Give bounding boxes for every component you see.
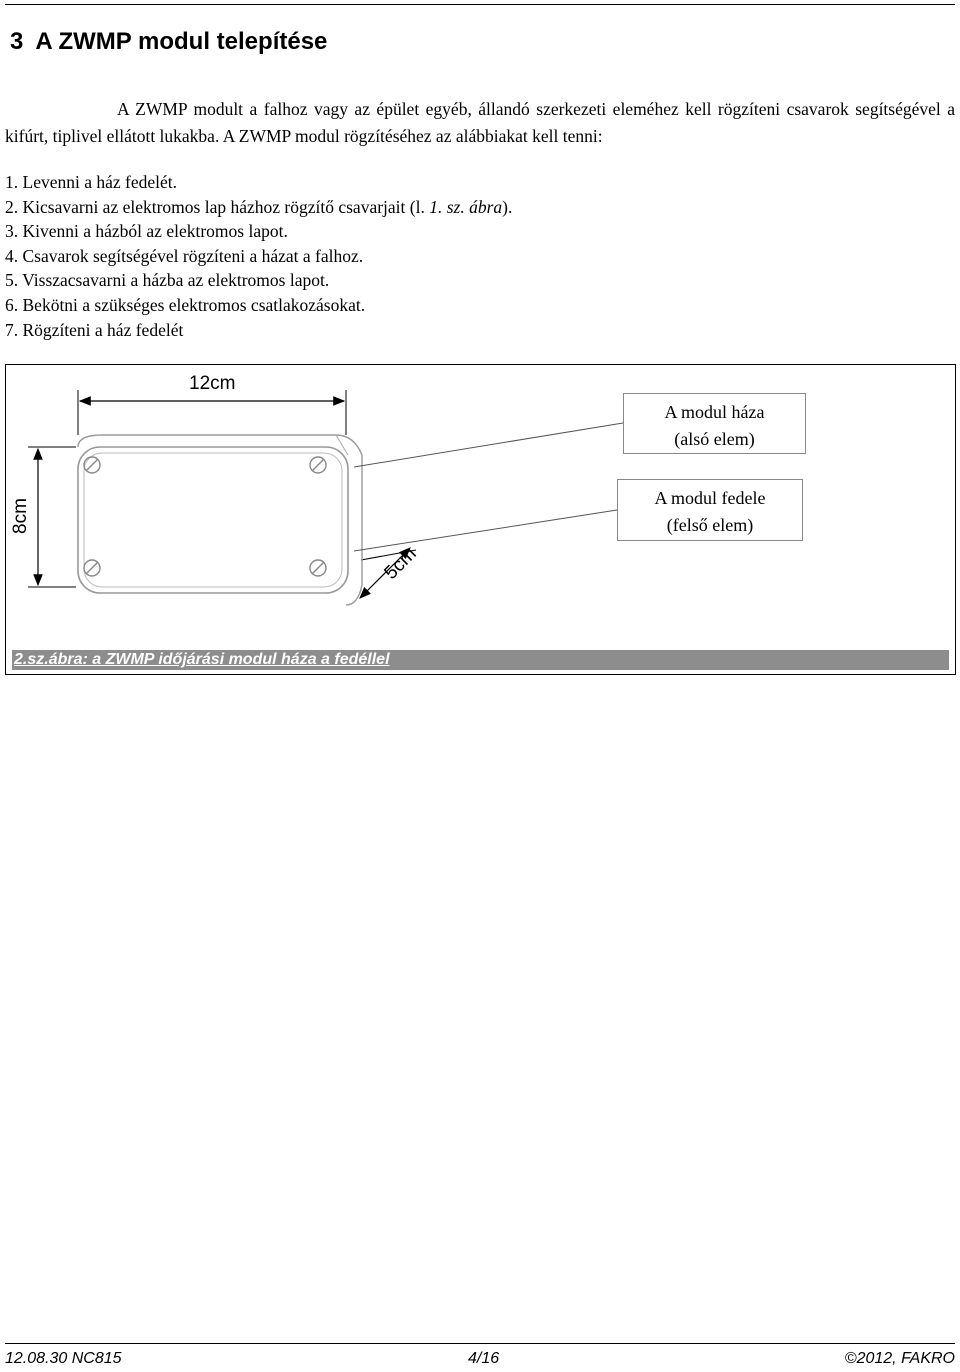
- step-2-text: 2. Kicsavarni az elektromos lap házhoz rögzítő csavarjait (l.: [5, 196, 430, 217]
- screw-icon: [84, 457, 100, 473]
- step-item: 7. Rögzíteni a ház fedelét: [5, 319, 184, 340]
- step-item: 4. Csavarok segítségével rögzíteni a házat a falhoz.: [5, 245, 364, 266]
- figure-caption: 2.sz.ábra: a ZWMP időjárási modul háza a fedéllel: [12, 650, 949, 670]
- section-number: 3: [10, 28, 24, 55]
- dimension-width-label: 12cm: [189, 373, 236, 394]
- section-title: [10, 28, 327, 56]
- step-item: [5, 195, 512, 220]
- footer-copyright: ©2012, FAKRO: [844, 1350, 955, 1367]
- step-item: 5. Visszacsavarni a házba az elektromos lapot.: [5, 270, 330, 291]
- housing-lid-edge: [84, 453, 342, 587]
- screw-icon: [84, 560, 100, 576]
- footer-rule: [5, 1343, 955, 1344]
- page-footer: [5, 1350, 955, 1370]
- step-item: 6. Bekötni a szükséges elektromos csatlakozásokat.: [5, 294, 366, 315]
- step-item: 1. Levenni a ház fedelét.: [5, 172, 177, 192]
- intro-paragraph: A ZWMP modult a falhoz vagy az épület egyéb, állandó szerkezeti eleméhez kell rögzíteni csavarok segítségével a kifúrt, tiplivel ellátott lukakba. A ZWMP modul rögzítéséhez az alábbiakat kell tenni:: [5, 99, 955, 146]
- footer-document-id: 12.08.30 NC815: [5, 1350, 122, 1367]
- callout-housing-lid: [617, 479, 803, 541]
- step-item: 3. Kivenni a házból az elektromos lapot.: [5, 221, 288, 242]
- callout-base-line2: (alsó elem): [674, 429, 755, 449]
- leader-line-base: [354, 423, 623, 467]
- section-title-text: A ZWMP modul telepítése: [35, 28, 328, 55]
- figure-reference: 1. sz. ábra: [429, 196, 503, 217]
- callout-housing-base: [623, 393, 806, 454]
- figure-housing: [5, 364, 956, 675]
- screw-icon: [310, 560, 326, 576]
- dimension-height-label: 8cm: [10, 498, 31, 534]
- top-rule: [5, 4, 955, 5]
- callout-lid-line1: A modul fedele: [654, 488, 766, 508]
- callout-lid-line2: (felső elem): [666, 515, 754, 535]
- screw-icon: [310, 457, 326, 473]
- housing-front-face: [78, 447, 348, 593]
- footer-page-number: 4/16: [468, 1350, 500, 1367]
- dimension-depth-label: 5cm: [380, 543, 421, 584]
- leader-line-lid: [354, 510, 617, 551]
- callout-base-line1: A modul háza: [664, 402, 765, 422]
- installation-steps: [5, 170, 512, 342]
- housing-drawing: [6, 365, 957, 676]
- step-2-suffix: ).: [502, 196, 513, 217]
- housing-back-edge: [78, 435, 362, 605]
